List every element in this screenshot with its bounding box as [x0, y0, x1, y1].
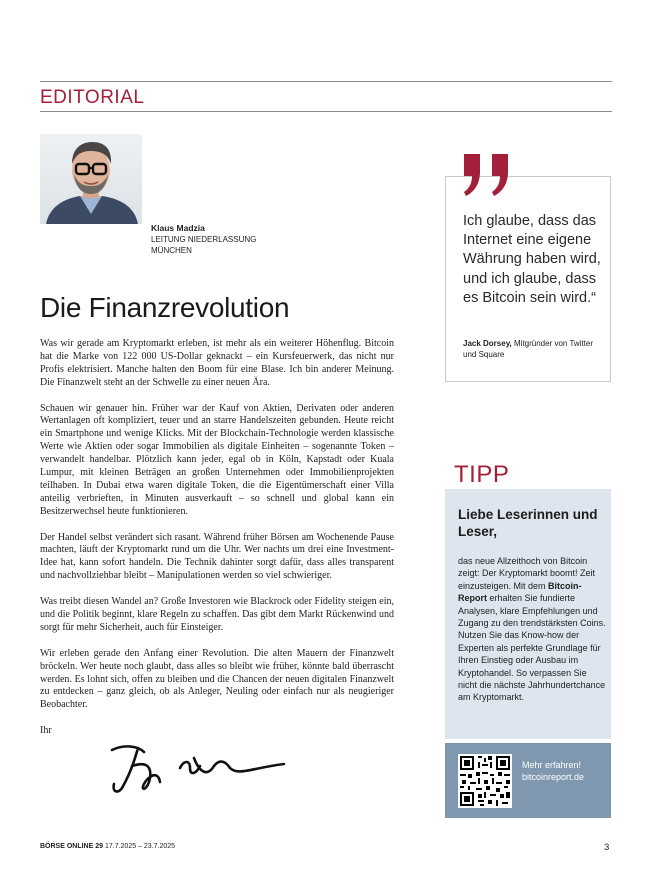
quote-author-title: Mitgründer von Twitter und Square: [463, 339, 593, 359]
tipp-heading: Liebe Leserinnen und Leser,: [458, 507, 598, 539]
section-title: EDITORIAL: [40, 87, 145, 108]
footer-publication-name: BÖRSE ONLINE 29: [40, 843, 104, 850]
header-rule-top: [40, 81, 612, 82]
signature-image: [104, 738, 294, 798]
article-closing: Ihr: [40, 725, 52, 737]
cta-link[interactable]: bitcoinreport.de: [522, 772, 585, 782]
footer-dates: 17.7.2025 – 23.7.2025: [104, 843, 176, 850]
article-paragraph: Was treibt diesen Wandel an? Große Investoren wie Blackrock oder Fidelity steigen ein, und die Politik beginnt, klare Regeln zu schaffen. Das gibt dem Markt Rückenwind und sorgt für mehr Sicherheit, auch für Einsteiger.: [40, 596, 394, 633]
article-paragraph: Was wir gerade am Kryptomarkt erleben, ist mehr als ein weiterer Höhenflug. Bitcoin hat die Marke von 122 000 US-Dollar geknackt – ein Kursfeuerwerk, das nicht nur Profis elektrisiert. Manche halten den Boom für eine Blase. Ich bin anderer Meinung. Die Finanzwelt steht an der Schwelle zu einer neuen Ära.: [40, 338, 394, 388]
header-rule-bottom: [40, 111, 612, 112]
author-role: [151, 234, 291, 256]
cta-label[interactable]: Mehr erfahren!: [522, 760, 582, 770]
footer-publication: [40, 843, 175, 850]
tipp-body-product: Bitcoin-Report: [458, 580, 582, 604]
article-body: [40, 338, 394, 751]
qr-code[interactable]: [458, 754, 512, 808]
quote-text: Ich glaube, dass das Internet eine eigene Währung haben wird, und ich glaube, dass es Bitcoin sein wird.“: [463, 213, 601, 306]
page-number: 3: [604, 842, 610, 853]
author-name: Klaus Madzia: [151, 223, 205, 233]
author-photo: [40, 134, 142, 224]
author-role-line1: LEITUNG NIEDERLASSUNG: [151, 235, 257, 244]
tipp-body: [458, 555, 608, 704]
quote-author-name: Jack Dorsey,: [463, 339, 512, 348]
quotation-marks-icon: [462, 150, 518, 200]
tipp-title: TIPP: [454, 461, 510, 488]
author-role-line2: MÜNCHEN: [151, 246, 192, 255]
article-paragraph: Der Handel selbst verändert sich rasant. Während früher Börsen am Wochenende Pause machten, läuft der Kryptomarkt rund um die Uhr. Wer nachts um drei eine Investment-Idee hat, kann sofort handeln. Die Technik dahinter sorgt dafür, dass alles transparent und nachvollziehbar bleibt – Manipulationen werden so viel schwieriger.: [40, 531, 394, 582]
tipp-body-text: das neue Allzeithoch von Bitcoin zeigt: Der Kryptomarkt boomt! Zeit einzusteigen. Mit dem: [458, 556, 596, 591]
article-headline: Die Finanzrevolution: [40, 292, 290, 323]
article-paragraph: Wir erleben gerade den Anfang einer Revolution. Die alten Mauern der Finanzwelt bröckeln. Wer heute noch glaubt, dass alles so bleibt wie früher, könnte bald überrascht werden. Es lohnt sich, offen zu bleiben und die Chancen der neuen digitalen Finanzwelt zu entdecken – ganz gleich, ob als Anleger, Neuling oder einfach nur als neugieriger Beobachter.: [40, 647, 394, 711]
tipp-body-text: erhalten Sie fundierte Analysen, klare Empfehlungen und Zugang zu den trendstärksten Coins. Nutzen Sie das Know-how der Experten als perfekte Grundlage für Ihren Einstieg oder Ausbau im Kryptohandel. So verpassen Sie nicht die nächste Jahrhundertchance am Kryptomarkt.: [458, 593, 606, 703]
quote-author: [463, 338, 603, 360]
article-paragraph: Schauen wir genauer hin. Früher war der Kauf von Aktien, Derivaten oder anderen Wertanlagen oft kompliziert, teuer und an starre Handelszeiten gebunden. Heute reicht ein Smartphone und wenige Klicks. Mit der Blockchain-Technologie werden klassische Werte wie Aktien oder sogar Immobilien als digitale Einheiten – sogenannte Token – verwandelt handelbar. Plötzlich kann jeder, egal ob in Köln, Kapstadt oder Kuala Lumpur, mit kleinen Beträgen an großen Unternehmen oder Immobilienprojekten teilhaben. In Dubai etwa waren digitale Token, die die Eigentümerschaft einer Villa anteilig verbrieften, in Minuten ausverkauft – so schnell und global kann ein Besitzerwechsel heute funktionieren.: [40, 402, 394, 517]
